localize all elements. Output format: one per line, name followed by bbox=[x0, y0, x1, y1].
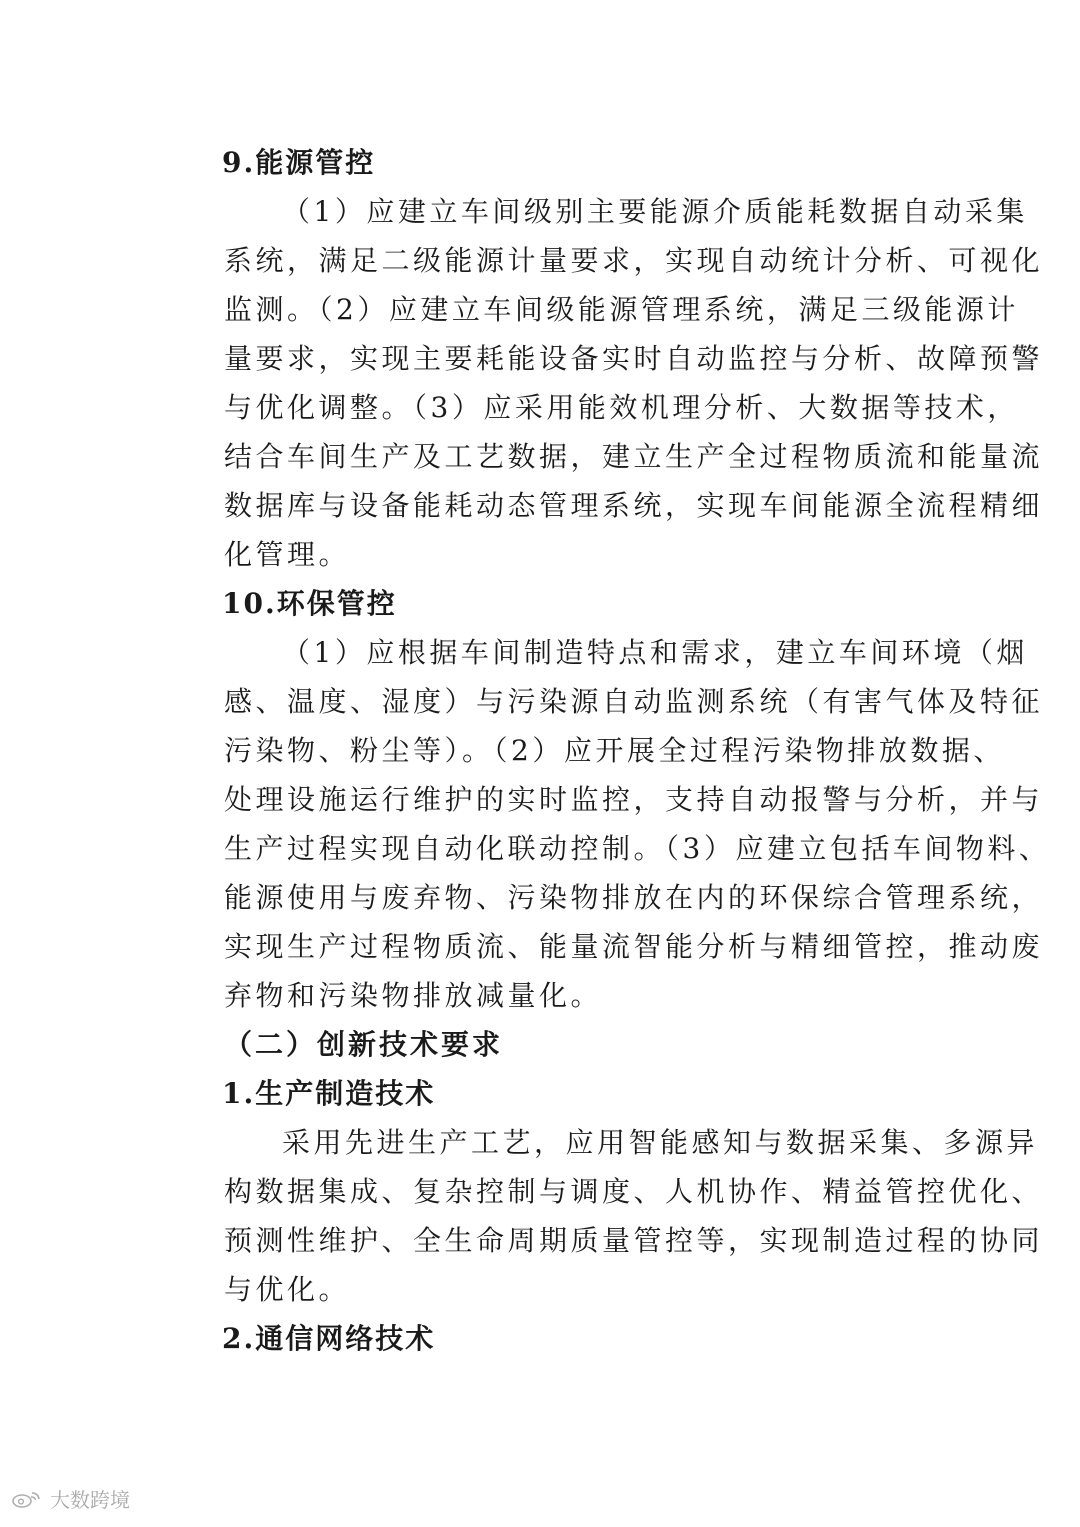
text-line: 实现生产过程物质流、能量流智能分析与精细管控，推动废 bbox=[224, 930, 1044, 963]
text-line: 结合车间生产及工艺数据，建立生产全过程物质流和能量流 bbox=[224, 440, 1044, 473]
text-line: 采用先进生产工艺，应用智能感知与数据采集、多源异 bbox=[282, 1126, 1039, 1159]
document-page bbox=[166, 138, 1051, 1363]
part-heading-innovation: （二）创新技术要求 bbox=[224, 1028, 504, 1061]
text-line: 化管理。 bbox=[224, 538, 351, 571]
text-line: 处理设施运行维护的实时监控，支持自动报警与分析，并与 bbox=[224, 783, 1044, 816]
text-line: 监测。（2）应建立车间级能源管理系统，满足三级能源计 bbox=[224, 293, 1019, 326]
text-line: 数据库与设备能耗动态管理系统，实现车间能源全流程精细 bbox=[224, 489, 1044, 522]
section-heading-network-tech: 2.通信网络技术 bbox=[222, 1322, 436, 1355]
text-line: 污染物、粉尘等）。（2）应开展全过程污染物排放数据、 bbox=[224, 734, 1005, 767]
text-line: （1）应建立车间级别主要能源介质能耗数据自动采集 bbox=[282, 195, 1028, 228]
text-line: 量要求，实现主要耗能设备实时自动监控与分析、故障预警 bbox=[224, 342, 1044, 375]
text-line: （1）应根据车间制造特点和需求，建立车间环境（烟 bbox=[282, 636, 1028, 669]
text-line: 系统，满足二级能源计量要求，实现自动统计分析、可视化 bbox=[224, 244, 1044, 277]
text-line: 与优化调整。（3）应采用能效机理分析、大数据等技术， bbox=[224, 391, 1019, 424]
text-line: 预测性维护、全生命周期质量管控等，实现制造过程的协同 bbox=[224, 1224, 1044, 1257]
section-heading-environment: 10.环保管控 bbox=[222, 587, 397, 620]
text-line: 感、温度、湿度）与污染源自动监测系统（有害气体及特征 bbox=[224, 685, 1044, 718]
section-body-environment bbox=[166, 628, 1051, 1020]
section-body-manufacturing-tech bbox=[166, 1118, 1044, 1314]
watermark-text: 大数跨境 bbox=[50, 1488, 130, 1512]
section-body-energy bbox=[166, 187, 1044, 579]
watermark bbox=[10, 1484, 130, 1513]
text-line: 弃物和污染物排放减量化。 bbox=[224, 979, 603, 1012]
text-line: 生产过程实现自动化联动控制。（3）应建立包括车间物料、 bbox=[224, 832, 1051, 865]
section-heading-energy: 9.能源管控 bbox=[222, 146, 376, 179]
text-line: 能源使用与废弃物、污染物排放在内的环保综合管理系统， bbox=[224, 881, 1044, 914]
text-line: 与优化。 bbox=[224, 1273, 351, 1306]
text-line: 构数据集成、复杂控制与调度、人机协作、精益管控优化、 bbox=[224, 1175, 1044, 1208]
section-heading-manufacturing-tech: 1.生产制造技术 bbox=[222, 1077, 436, 1110]
weibo-logo-icon bbox=[10, 1489, 44, 1509]
